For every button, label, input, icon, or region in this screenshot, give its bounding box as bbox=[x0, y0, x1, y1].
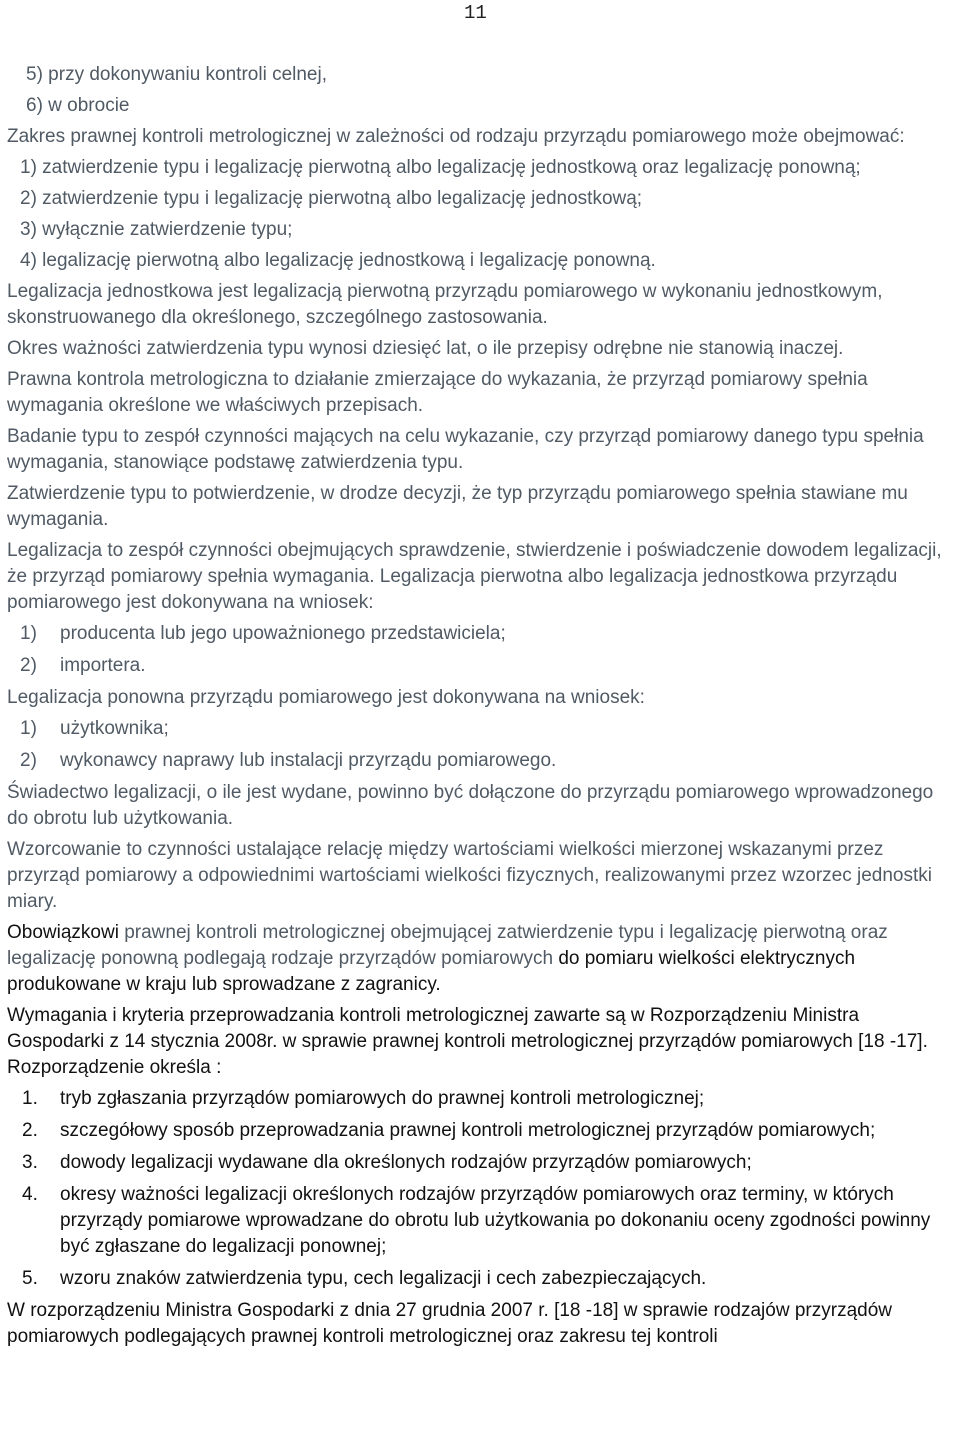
list-item bbox=[7, 653, 957, 679]
list-number: 5. bbox=[22, 1268, 38, 1289]
list-item bbox=[7, 1118, 957, 1144]
list-text: tryb zgłaszania przyrządów pomiarowych do prawnej kontroli metrologicznej; bbox=[60, 1088, 705, 1109]
paragraph: Wymagania i kryteria przeprowadzania kontroli metrologicznej zawarte są w Rozporządzeniu Ministra Gospodarki z 14 stycznia 2008r. w sprawie prawnej kontroli metrologicznej przyrządów pomiarowych [18 -17]. Rozporządzenie określa : bbox=[7, 1005, 928, 1078]
paragraph: Legalizacja ponowna przyrządu pomiarowego jest dokonywana na wniosek: bbox=[7, 687, 645, 708]
paragraph bbox=[7, 920, 957, 998]
list-item bbox=[7, 1182, 957, 1260]
paragraph: Zatwierdzenie typu to potwierdzenie, w drodze decyzji, że typ przyrządu pomiarowego spełnia stawiane mu wymagania. bbox=[7, 483, 908, 530]
text-run: prawnej kontroli metrologicznej obejmującej zatwierdzenie typu i legalizację pierwotną oraz legalizację ponowną podlegają rodzaje przyrządów pomiarowych bbox=[7, 922, 888, 969]
paragraph: Wzorcowanie to czynności ustalające relację między wartościami wielkości mierzonej wskazanymi przez przyrząd pomiarowy a odpowiednimi wartościami wielkości fizycznych, realizowanymi przez wzorzec jednostki miary. bbox=[7, 839, 932, 912]
list-number: 2. bbox=[22, 1120, 38, 1141]
text-run: Obowiązkowi bbox=[7, 922, 119, 943]
paragraph: Okres ważności zatwierdzenia typu wynosi dziesięć lat, o ile przepisy odrębne nie stanowią inaczej. bbox=[7, 338, 844, 359]
paragraph: Świadectwo legalizacji, o ile jest wydane, powinno być dołączone do przyrządu pomiarowego wprowadzonego do obrotu lub użytkowania. bbox=[7, 782, 934, 829]
document-body bbox=[7, 62, 957, 1350]
scope-item-text: 1) zatwierdzenie typu i legalizację pierwotną albo legalizację jednostkową oraz legalizację ponowną; bbox=[20, 157, 861, 178]
list-item bbox=[7, 1086, 957, 1112]
list-number: 2) bbox=[20, 655, 37, 676]
scope-item: 4) legalizację pierwotną albo legalizację jednostkową i legalizację ponowną. bbox=[20, 250, 656, 271]
list-item bbox=[7, 621, 957, 647]
list-text: wykonawcy naprawy lub instalacji przyrządu pomiarowego. bbox=[60, 750, 557, 771]
scope-item: 2) zatwierdzenie typu i legalizację pierwotną albo legalizację jednostkową; bbox=[20, 188, 643, 209]
paragraph: W rozporządzeniu Ministra Gospodarki z dnia 27 grudnia 2007 r. [18 -18] w sprawie rodzajów przyrządów pomiarowych podlegających prawnej kontroli metrologicznej oraz zakresu tej kontroli bbox=[7, 1300, 892, 1347]
paragraph: Badanie typu to zespół czynności mających na celu wykazanie, czy przyrząd pomiarowy danego typu spełnia wymagania, stanowiące podstawę zatwierdzenia typu. bbox=[7, 426, 924, 473]
list-text: okresy ważności legalizacji określonych rodzajów przyrządów pomiarowych oraz terminy, w których przyrządy pomiarowe wprowadzane do obrotu lub użytkowania po dokonaniu oceny zgodności powinny być zgłaszane do legalizacji ponownej; bbox=[60, 1184, 931, 1257]
list-number: 3. bbox=[22, 1152, 38, 1173]
scope-item: 3) wyłącznie zatwierdzenie typu; bbox=[20, 219, 293, 240]
paragraph: Legalizacja to zespół czynności obejmujących sprawdzenie, stwierdzenie i poświadczenie dowodem legalizacji, że przyrząd pomiarowy spełnia wymagania. Legalizacja pierwotna albo legalizacja jednostkowa przyrządu pomiarowego jest dokonywana na wniosek: bbox=[7, 540, 942, 613]
scope-item bbox=[7, 155, 957, 181]
list-number: 1. bbox=[22, 1088, 38, 1109]
list-item bbox=[7, 748, 957, 774]
scope-intro: Zakres prawnej kontroli metrologicznej w zależności od rodzaju przyrządu pomiarowego może obejmować: bbox=[7, 126, 905, 147]
list-number: 1) bbox=[20, 718, 37, 739]
list-number: 1) bbox=[20, 623, 37, 644]
list-text: importera. bbox=[60, 655, 146, 676]
list-item bbox=[7, 1266, 957, 1292]
list-number: 2) bbox=[20, 750, 37, 771]
list-text: użytkownika; bbox=[60, 718, 169, 739]
list-text: dowody legalizacji wydawane dla określonych rodzajów przyrządów pomiarowych; bbox=[60, 1152, 752, 1173]
list-item bbox=[7, 716, 957, 742]
paragraph: Legalizacja jednostkowa jest legalizacją pierwotną przyrządu pomiarowego w wykonaniu jednostkowym, skonstruowanego dla określonego, szczególnego zastosowania. bbox=[7, 281, 883, 328]
list-text: producenta lub jego upoważnionego przedstawiciela; bbox=[60, 623, 506, 644]
intro-item: 5) przy dokonywaniu kontroli celnej, bbox=[26, 64, 327, 85]
list-number: 4. bbox=[22, 1184, 38, 1205]
list-text: szczegółowy sposób przeprowadzania prawnej kontroli metrologicznej przyrządów pomiarowych; bbox=[60, 1120, 876, 1141]
intro-item: 6) w obrocie bbox=[26, 95, 130, 116]
list-item bbox=[7, 1150, 957, 1176]
list-text: wzoru znaków zatwierdzenia typu, cech legalizacji i cech zabezpieczających. bbox=[60, 1268, 707, 1289]
page-number: 11 bbox=[464, 2, 487, 24]
text-run: do pomiaru wielkości elektrycznych produkowane w kraju lub sprowadzane z zagranicy. bbox=[7, 948, 856, 995]
paragraph: Prawna kontrola metrologiczna to działanie zmierzające do wykazania, że przyrząd pomiarowy spełnia wymagania określone we właściwych przepisach. bbox=[7, 369, 868, 416]
